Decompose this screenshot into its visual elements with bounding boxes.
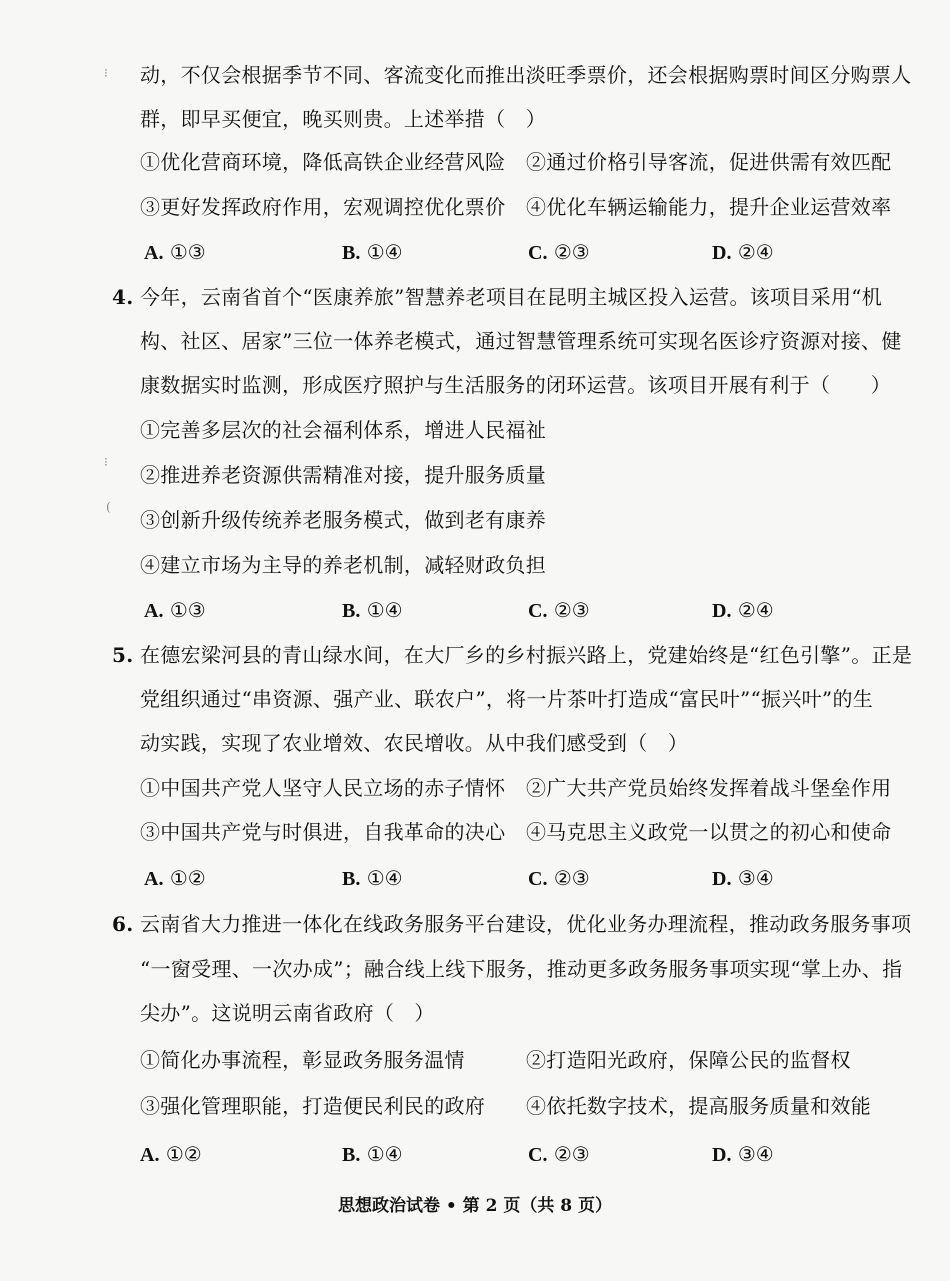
scan-mark: ⁝ [104,66,108,80]
q4-line3: 康数据实时监测，形成医疗照护与生活服务的闭环运营。该项目开展有利于（ ） [140,373,892,397]
q5-item2: ②广大共产党员始终发挥着战斗堡垒作用 [526,776,892,800]
q6-choice-d: D. ③④ [712,1142,774,1166]
q4-item3: ③创新升级传统养老服务模式，做到老有康养 [140,508,546,532]
q5-line3: 动实践，实现了农业增效、农民增收。从中我们感受到（ ） [140,731,689,755]
q6-item4: ④依托数字技术，提高服务质量和效能 [526,1094,872,1118]
q5-choice-a: A. ①② [144,866,206,890]
q5-choice-b: B. ①④ [342,866,403,890]
q4-line1: 今年，云南省首个“医康养旅”智慧养老项目在昆明主城区投入运营。该项目采用“机 [140,285,883,309]
q5-item1: ①中国共产党人坚守人民立场的赤子情怀 [140,776,506,800]
q4-number: 4. [112,285,134,309]
q4-line2: 构、社区、居家”三位一体养老模式，通过智慧管理系统可实现名医诊疗资源对接、健 [140,329,902,353]
q4-choice-b: B. ①④ [342,598,403,622]
q6-item3: ③强化管理职能，打造便民利民的政府 [140,1094,486,1118]
q3-item4: ④优化车辆运输能力，提升企业运营效率 [526,195,892,219]
q3-item3: ③更好发挥政府作用，宏观调控优化票价 [140,195,506,219]
q3-choice-c: C. ②③ [528,240,590,264]
q3-line2: 群，即早买便宜，晚买则贵。上述举措（ ） [140,107,546,131]
q4-item4: ④建立市场为主导的养老机制，减轻财政负担 [140,553,546,577]
q4-choice-c: C. ②③ [528,598,590,622]
q5-line2: 党组织通过“串资源、强产业、联农户”，将一片茶叶打造成“富民叶”“振兴叶”的生 [140,687,874,711]
q3-item2: ②通过价格引导客流，促进供需有效匹配 [526,150,892,174]
q5-choice-d: D. ③④ [712,866,774,890]
q6-line3: 尖办”。这说明云南省政府（ ） [140,1001,435,1025]
q3-item1: ①优化营商环境，降低高铁企业经营风险 [140,150,506,174]
q4-item2: ②推进养老资源供需精准对接，提升服务质量 [140,463,546,487]
q6-choice-a: A. ①② [140,1142,202,1166]
q6-item2: ②打造阳光政府，保障公民的监督权 [526,1048,851,1072]
q5-item3: ③中国共产党与时俱进，自我革命的决心 [140,820,506,844]
scan-mark: ( [106,500,111,514]
q5-choice-c: C. ②③ [528,866,590,890]
q5-item4: ④马克思主义政党一以贯之的初心和使命 [526,820,892,844]
page-footer: 思想政治试卷 • 第 2 页（共 8 页） [337,1196,613,1216]
q6-number: 6. [112,912,134,936]
q3-choice-d: D. ②④ [712,240,774,264]
q6-choice-c: C. ②③ [528,1142,590,1166]
q6-item1: ①简化办事流程，彰显政务服务温情 [140,1048,465,1072]
q6-choice-b: B. ①④ [342,1142,403,1166]
q4-choice-d: D. ②④ [712,598,774,622]
q3-line1: 动，不仅会根据季节不同、客流变化而推出淡旺季票价，还会根据购票时间区分购票人 [140,63,912,87]
q5-line1: 在德宏梁河县的青山绿水间，在大厂乡的乡村振兴路上，党建始终是“红色引擎”。正是 [140,643,913,667]
q6-line2: “一窗受理、一次办成”；融合线上线下服务，推动更多政务服务事项实现“掌上办、指 [140,957,903,981]
q5-number: 5. [112,643,134,667]
scan-mark: ⁝ [104,455,108,469]
q3-choice-a: A. ①③ [144,240,206,264]
q3-choice-b: B. ①④ [342,240,403,264]
q4-item1: ①完善多层次的社会福利体系，增进人民福祉 [140,418,546,442]
q6-line1: 云南省大力推进一体化在线政务服务平台建设，优化业务办理流程，推动政务服务事项 [140,912,912,936]
q4-choice-a: A. ①③ [144,598,206,622]
